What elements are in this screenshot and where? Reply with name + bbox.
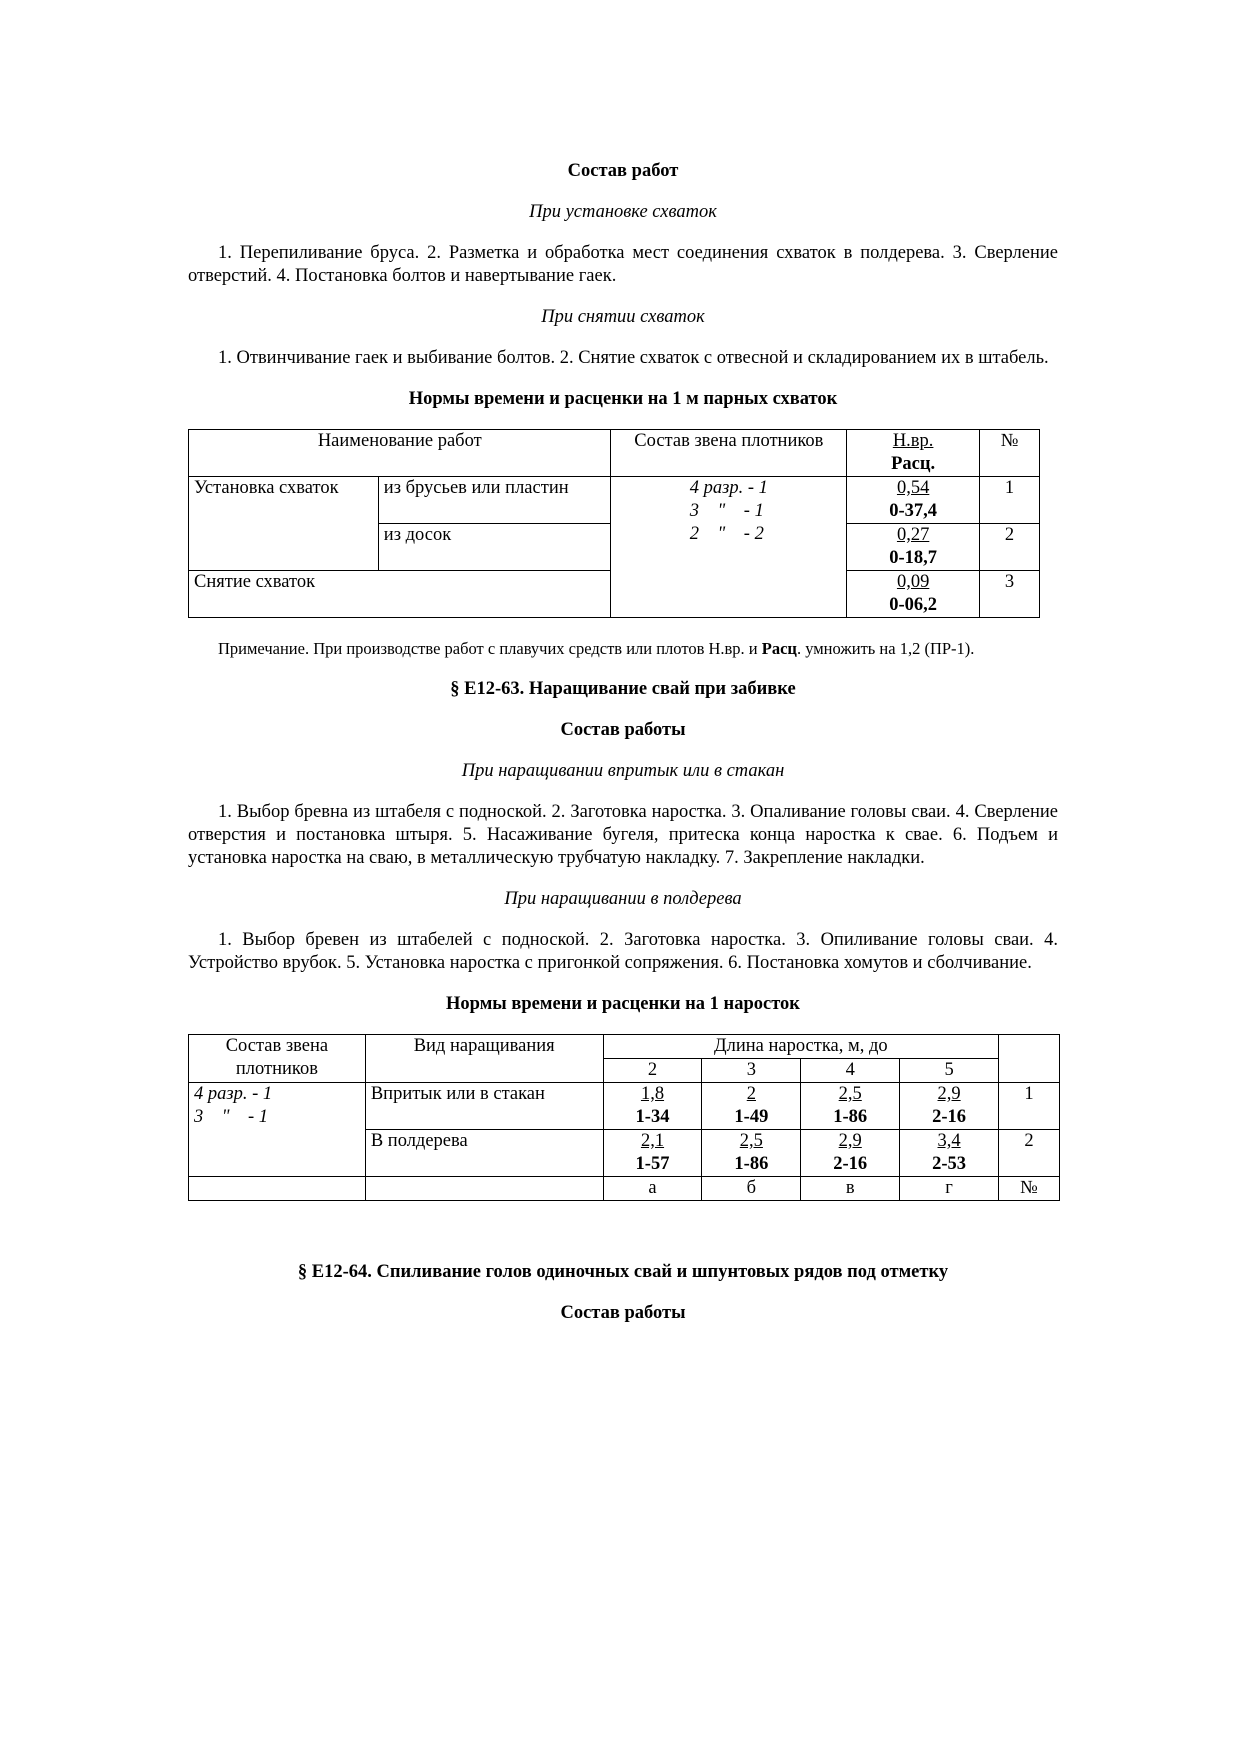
table-header-row bbox=[189, 1035, 1060, 1059]
table-row bbox=[189, 477, 1040, 524]
rasc-value: 2-16 bbox=[833, 1154, 868, 1174]
nvr-value: 2,9 bbox=[937, 1084, 961, 1104]
value-cell bbox=[847, 477, 980, 524]
table-cell: Снятие схваток bbox=[189, 571, 611, 618]
norms-table-extension bbox=[188, 1034, 1060, 1201]
paragraph: 1. Выбор бревна из штабеля с подноской. 2. Заготовка наростка. 3. Опаливание головы сваи. 4. Сверление отверстия и постановка штыря. 5. Насаживание бугеля, притеска конца наростка к свае. 6. Подъем и установка наростка на сваю, в металлическую трубчатую накладку. 7. Закрепление накладки. bbox=[188, 802, 1058, 868]
note-text: Примечание. При производстве работ с плавучих средств или плотов Н.вр. и bbox=[218, 639, 762, 658]
header-cell bbox=[999, 1035, 1060, 1083]
section-title: Состав работы bbox=[560, 1303, 686, 1323]
table-cell bbox=[189, 1177, 366, 1201]
nvr-value: 0,09 bbox=[896, 572, 930, 592]
note-text-end: . умножить на 1,2 (ПР-1). bbox=[796, 639, 975, 658]
rasc-value: 1-86 bbox=[833, 1107, 868, 1127]
nvr-value: 2,1 bbox=[640, 1131, 665, 1151]
value-cell bbox=[702, 1130, 801, 1177]
row-number: 3 bbox=[980, 571, 1040, 618]
section-title: Состав работ bbox=[567, 161, 679, 181]
subsection-title: При наращивании в полдерева bbox=[504, 889, 742, 909]
table-cell: Впритык или в стакан bbox=[365, 1083, 603, 1130]
crew-line: 3 " - 1 bbox=[194, 1107, 269, 1127]
subsection-title: При установке схваток bbox=[529, 202, 717, 222]
paragraph: 1. Отвинчивание гаек и выбивание болтов. 2. Снятие схваток с отвесной и складированием их в штабель. bbox=[218, 348, 1049, 368]
rasc-value: 1-34 bbox=[635, 1107, 670, 1127]
crew-cell bbox=[189, 1083, 366, 1177]
paragraph: 1. Перепиливание бруса. 2. Разметка и обработка мест соединения схваток в полдерева. 3. Сверление отверстий. 4. Постановка болтов и навертывание гаек. bbox=[188, 243, 1058, 286]
section-title: Состав работы bbox=[560, 720, 686, 740]
header-rasc: Расц. bbox=[891, 454, 936, 474]
header-cell: Наименование работ bbox=[189, 430, 611, 477]
number-label: № bbox=[999, 1177, 1060, 1201]
row-number: 1 bbox=[999, 1083, 1060, 1130]
nvr-value: 2,5 bbox=[739, 1131, 763, 1151]
section-heading: § Е12-63. Наращивание свай при забивке bbox=[450, 679, 796, 699]
table-cell: Установка схваток bbox=[189, 477, 379, 571]
header-cell: № bbox=[980, 430, 1040, 477]
value-cell bbox=[603, 1083, 702, 1130]
length-col: 3 bbox=[702, 1059, 801, 1083]
paragraph: 1. Выбор бревен из штабелей с подноской. 2. Заготовка наростка. 3. Опиливание головы сваи. 4. Устройство врубок. 5. Установка наростка с пригонкой сопряжения. 6. Постановка хомутов и сболчивание. bbox=[188, 930, 1058, 973]
nvr-value: 0,27 bbox=[896, 525, 930, 545]
note-bold: Расц bbox=[761, 639, 797, 658]
value-cell bbox=[801, 1083, 900, 1130]
crew-line: 4 разр. - 1 bbox=[194, 1084, 273, 1104]
subsection-title: При снятии схваток bbox=[541, 307, 705, 327]
crew-line: 4 разр. - 1 bbox=[689, 478, 768, 498]
rasc-value: 0-18,7 bbox=[889, 548, 938, 568]
table-cell: из брусьев или пластин bbox=[378, 477, 611, 524]
value-cell bbox=[847, 571, 980, 618]
table-row bbox=[189, 1083, 1060, 1130]
rasc-value: 2-53 bbox=[932, 1154, 967, 1174]
nvr-value: 3,4 bbox=[937, 1131, 961, 1151]
value-cell bbox=[900, 1083, 999, 1130]
length-col: 4 bbox=[801, 1059, 900, 1083]
document-page bbox=[188, 161, 1058, 1325]
row-number: 2 bbox=[980, 524, 1040, 571]
section-heading: § Е12-64. Спиливание голов одиночных свай и шпунтовых рядов под отметку bbox=[297, 1262, 949, 1282]
crew-line: 2 " - 2 bbox=[689, 524, 764, 544]
crew-line: 3 " - 1 bbox=[689, 501, 764, 521]
norms-table-clamps bbox=[188, 429, 1040, 618]
header-cell bbox=[847, 430, 980, 477]
value-cell bbox=[603, 1130, 702, 1177]
subsection-title: При наращивании впритык или в стакан bbox=[461, 761, 785, 781]
value-cell bbox=[900, 1130, 999, 1177]
header-cell: Состав звена плотников bbox=[189, 1035, 366, 1083]
value-cell bbox=[847, 524, 980, 571]
table-title: Нормы времени и расценки на 1 м парных схваток bbox=[408, 389, 838, 409]
column-letter: в bbox=[801, 1177, 900, 1201]
row-number: 2 bbox=[999, 1130, 1060, 1177]
rasc-value: 0-37,4 bbox=[889, 501, 938, 521]
rasc-value: 2-16 bbox=[932, 1107, 967, 1127]
nvr-value: 1,8 bbox=[640, 1084, 665, 1104]
column-letter: б bbox=[702, 1177, 801, 1201]
table-cell: из досок bbox=[378, 524, 611, 571]
table-footer-row bbox=[189, 1177, 1060, 1201]
rasc-value: 1-86 bbox=[734, 1154, 769, 1174]
table-header-row bbox=[189, 430, 1040, 477]
table-cell: В полдерева bbox=[365, 1130, 603, 1177]
value-cell bbox=[801, 1130, 900, 1177]
column-letter: г bbox=[900, 1177, 999, 1201]
column-letter: а bbox=[603, 1177, 702, 1201]
row-number: 1 bbox=[980, 477, 1040, 524]
table-cell bbox=[365, 1177, 603, 1201]
header-cell: Вид наращивания bbox=[365, 1035, 603, 1083]
value-cell bbox=[702, 1083, 801, 1130]
crew-cell bbox=[611, 477, 847, 618]
length-col: 5 bbox=[900, 1059, 999, 1083]
rasc-value: 0-06,2 bbox=[889, 595, 938, 615]
nvr-value: 2,5 bbox=[838, 1084, 862, 1104]
table-title: Нормы времени и расценки на 1 наросток bbox=[446, 994, 800, 1014]
length-col: 2 bbox=[603, 1059, 702, 1083]
nvr-value: 2 bbox=[746, 1084, 756, 1104]
note bbox=[188, 638, 1058, 660]
header-nvr: Н.вр. bbox=[892, 431, 934, 451]
rasc-value: 1-49 bbox=[734, 1107, 769, 1127]
header-cell: Состав звена плотников bbox=[611, 430, 847, 477]
nvr-value: 0,54 bbox=[896, 478, 930, 498]
header-cell: Длина наростка, м, до bbox=[603, 1035, 998, 1059]
nvr-value: 2,9 bbox=[838, 1131, 862, 1151]
rasc-value: 1-57 bbox=[635, 1154, 670, 1174]
